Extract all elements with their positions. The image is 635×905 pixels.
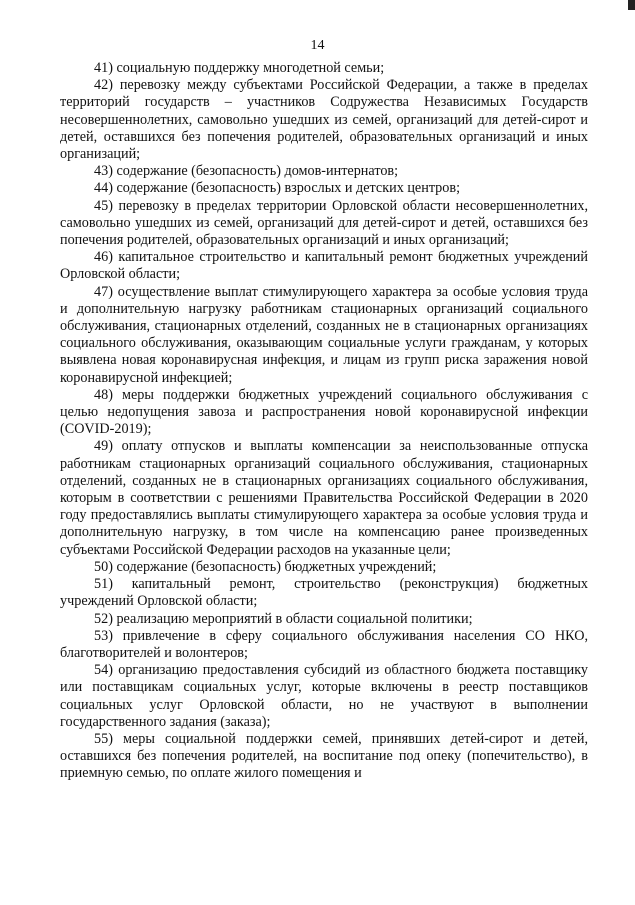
list-item-42: 42) перевозку между субъектами Российской Федерации, а также в пределах территорий государств – участников Содружества Независимых Государств несовершеннолетних, самовольно ушедших из семей, организаций для детей-сирот и детей, оставшихся без попечения родителей, образовательных организаций и иных организаций; bbox=[60, 77, 588, 163]
list-item-49: 49) оплату отпусков и выплаты компенсации за неиспользованные отпуска работникам стационарных организаций социального обслуживания, стационарных отделений, созданных не в стационарных организациях социального обслуживания, которым в соответствии с решениями Правительства Российской Федерации в 2020 году предоставлялись выплаты стимулирующего характера за особые условия труда и дополнительную нагрузку, в том числе на компенсацию ранее произведенных субъектами Российской Федерации расходов на указанные цели; bbox=[60, 438, 588, 558]
document-body bbox=[60, 60, 588, 783]
list-item-41: 41) социальную поддержку многодетной семьи; bbox=[94, 60, 385, 76]
list-item-51: 51) капитальный ремонт, строительство (реконструкция) бюджетных учреждений Орловской области; bbox=[60, 576, 588, 610]
list-item-53: 53) привлечение в сферу социального обслуживания населения СО НКО, благотворителей и волонтеров; bbox=[60, 627, 588, 661]
list-item-52: 52) реализацию мероприятий в области социальной политики; bbox=[94, 610, 473, 627]
list-item-47: 47) осуществление выплат стимулирующего характера за особые условия труда и дополнительную нагрузку работникам стационарных организаций социального обслуживания, стационарных отделений, созданных не в стационарных организациях социального обслуживания, оказывающим социальные услуги гражданам, у которых выявлена новая коронавирусная инфекция, и лицам из групп риска заражения новой коронавирусной инфекцией; bbox=[60, 283, 588, 386]
page-number: 14 bbox=[310, 38, 325, 53]
list-item-44: 44) содержание (безопасность) взрослых и детских центров; bbox=[94, 180, 461, 197]
list-item-55: 55) меры социальной поддержки семей, принявших детей-сирот и детей, оставшихся без попечения родителей, на воспитание под опеку (попечительство), в приемную семью, по оплате жилого помещения и bbox=[60, 730, 588, 782]
list-item-50: 50) содержание (безопасность) бюджетных учреждений; bbox=[94, 558, 437, 575]
list-item-46: 46) капитальное строительство и капитальный ремонт бюджетных учреждений Орловской области; bbox=[60, 249, 588, 283]
list-item-54: 54) организацию предоставления субсидий из областного бюджета поставщику или поставщикам социальных услуг, которые включены в реестр поставщиков социальных услуг Орловской области, но не участвуют в выполнении государственного задания (заказа); bbox=[60, 662, 588, 730]
list-item-43: 43) содержание (безопасность) домов-интернатов; bbox=[94, 163, 399, 180]
list-item-48: 48) меры поддержки бюджетных учреждений социального обслуживания с целью недопущения завоза и распространения новой коронавирусной инфекции (COVID-2019); bbox=[60, 386, 588, 438]
scan-corner-mark bbox=[628, 0, 635, 10]
list-item-45: 45) перевозку в пределах территории Орловской области несовершеннолетних, самовольно ушедших из семей, организаций для детей-сирот и детей, оставшихся без попечения родителей, образовательных организаций и иных организаций; bbox=[60, 197, 588, 249]
